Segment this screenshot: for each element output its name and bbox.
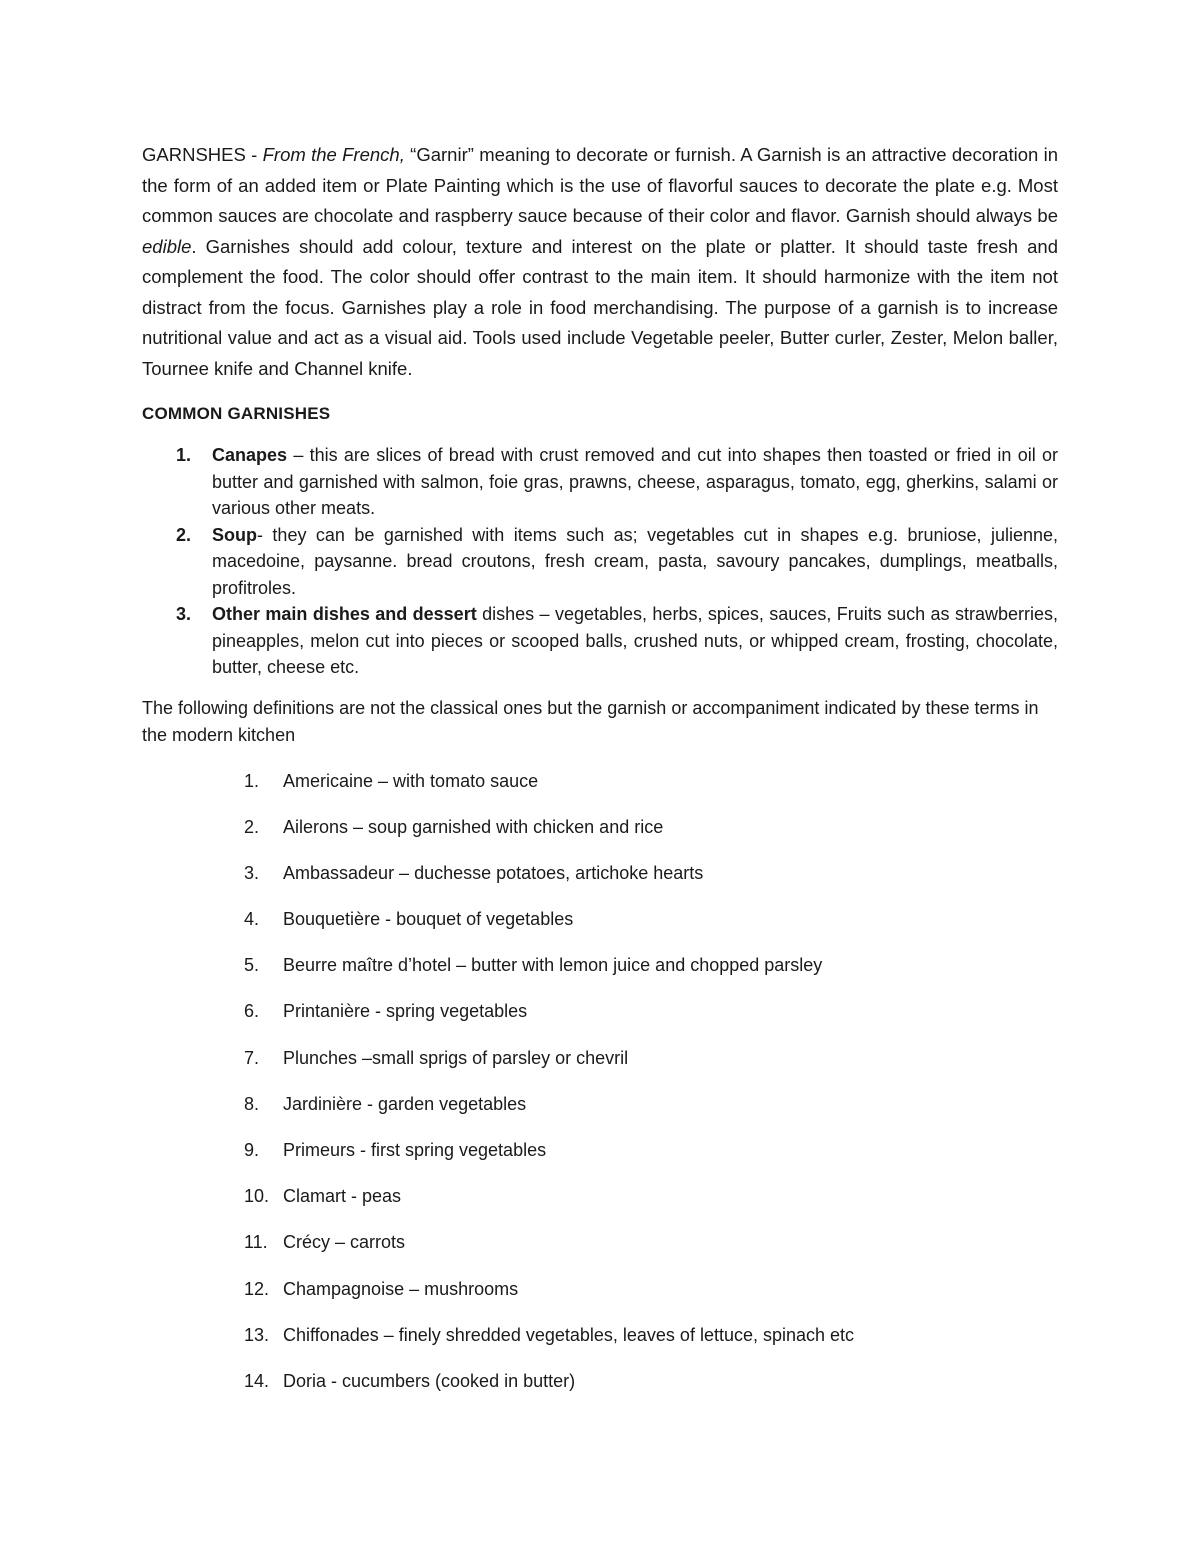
list-item-term: Other main dishes and dessert (212, 604, 477, 624)
common-garnishes-heading: COMMON GARNISHES (142, 404, 331, 423)
list-item-number: 5. (244, 955, 260, 976)
list-item (142, 906, 1058, 952)
list-item-number: 3. (244, 862, 260, 883)
list-item-number: 10. (244, 1186, 270, 1207)
list-item (142, 1045, 1058, 1091)
list-item (142, 860, 1058, 906)
list-item (142, 442, 1058, 522)
list-item (142, 998, 1058, 1044)
list-item (142, 1322, 1058, 1368)
list-item-number: 3. (176, 604, 192, 624)
definitions-intro: The following definitions are not the classical ones but the garnish or accompaniment indicated by these terms in the modern kitchen (142, 697, 1039, 745)
intro-lead-italic: From the French, (262, 144, 405, 165)
list-item-number: 11. (244, 1232, 268, 1253)
list-item-number: 2. (244, 816, 260, 837)
list-item (142, 1229, 1058, 1275)
list-item-number: 7. (244, 1047, 260, 1068)
list-item (142, 601, 1058, 681)
list-item-text: - they can be garnished with items such as; vegetables cut in shapes e.g. bruniose, julienne, macedoine, paysanne. bread croutons, fresh cream, pasta, savoury pancakes, dumplings, meatballs, profitroles. (212, 524, 1058, 598)
list-item-number: 4. (244, 909, 260, 930)
list-item-text: Americaine – with tomato sauce (283, 770, 539, 791)
list-item-text: dishes – vegetables, herbs, spices, sauces, Fruits such as strawberries, pineapples, melon cut into pieces or scooped balls, crushed nuts, or whipped cream, frosting, chocolate, butter, cheese etc. (212, 604, 1058, 677)
list-item-text: Chiffonades – finely shredded vegetables, leaves of lettuce, spinach etc (283, 1324, 855, 1345)
list-item-text: Primeurs - first spring vegetables (283, 1140, 547, 1160)
list-item-number: 2. (176, 524, 192, 545)
list-item (142, 768, 1058, 814)
list-item-term: Soup (212, 524, 257, 545)
list-item (142, 952, 1058, 998)
list-item-text: Ambassadeur – duchesse potatoes, artichoke hearts (283, 862, 704, 883)
list-item-text: Beurre maître d’hotel – butter with lemon juice and chopped parsley (283, 955, 823, 976)
list-item (142, 522, 1058, 602)
list-item-text: Clamart - peas (283, 1186, 402, 1207)
intro-edible: edible (142, 235, 192, 257)
list-item-text: Plunches –small sprigs of parsley or chevril (283, 1047, 629, 1068)
list-item-text: – this are slices of bread with crust removed and cut into shapes then toasted or fried in oil or butter and garnished with salmon, foie gras, prawns, cheese, asparagus, tomato, egg, gherkins, salami or various other meats. (212, 445, 1058, 518)
list-item (142, 814, 1058, 860)
list-item-text: Ailerons – soup garnished with chicken and rice (283, 816, 664, 837)
list-item-number: 14. (244, 1370, 270, 1391)
list-item (142, 1183, 1058, 1229)
document-page (142, 140, 1058, 1414)
list-item-text: Champagnoise – mushrooms (283, 1278, 519, 1299)
list-item (142, 1368, 1058, 1414)
list-item-text: Doria - cucumbers (cooked in butter) (283, 1370, 576, 1391)
list-item-term: Canapes (212, 445, 288, 465)
list-item-number: 1. (244, 770, 260, 791)
list-item (142, 1276, 1058, 1322)
list-item-number: 1. (176, 445, 192, 465)
list-item (142, 1091, 1058, 1137)
intro-lead: GARNSHES - (142, 144, 263, 165)
list-item-text: Bouquetière - bouquet of vegetables (283, 909, 574, 930)
definitions-list (142, 768, 1058, 1415)
list-item-number: 9. (244, 1140, 260, 1160)
intro-paragraph (142, 140, 1058, 384)
list-item-text: Jardinière - garden vegetables (283, 1093, 527, 1114)
list-item-number: 12. (244, 1278, 270, 1299)
list-item-number: 8. (244, 1093, 260, 1114)
list-item-number: 13. (244, 1324, 270, 1345)
list-item-text: Crécy – carrots (283, 1232, 406, 1253)
list-item-number: 6. (244, 1001, 260, 1022)
intro-part2: . Garnishes should add colour, texture and interest on the plate or platter. It should taste fresh and complement the food. The color should offer contrast to the main item. It should harmonize with the item not distract from the focus. Garnishes play a role in food merchandising. The purpose of a garnish is to increase nutritional value and act as a visual aid. Tools used include Vegetable peeler, Butter curler, Zester, Melon baller, Tournee knife and Channel knife. (142, 235, 1058, 379)
intro-part1: “Garnir” meaning to decorate or furnish. A Garnish is an attractive decoration in the form of an added item or Plate Painting which is the use of flavorful sauces to decorate the plate e.g. Most common sauces are chocolate and raspberry sauce because of their color and flavor. Garnish should always be (142, 144, 1058, 226)
list-item (142, 1137, 1058, 1183)
common-garnishes-list (142, 442, 1058, 681)
list-item-text: Printanière - spring vegetables (283, 1001, 528, 1022)
